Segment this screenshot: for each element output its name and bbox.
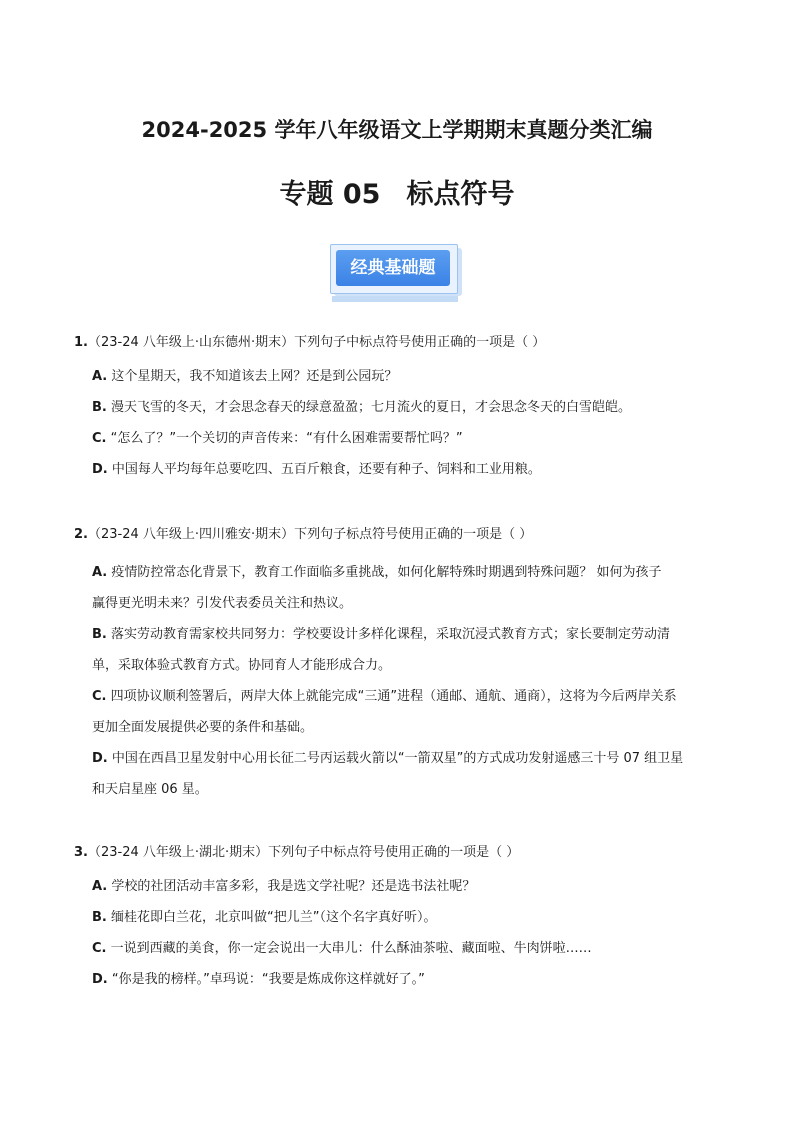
option-a: A. 这个星期天，我不知道该去上网？还是到公园玩？ bbox=[92, 369, 398, 384]
question-stem bbox=[74, 333, 734, 353]
question-source: （23-24 八年级上·四川雅安·期末） bbox=[87, 527, 295, 542]
topic-number: 专题 05 bbox=[279, 179, 381, 210]
option-text: 一说到西藏的美食，你一定会说出一大串儿：什么酥油茶啦、藏面啦、牛肉饼啦…… bbox=[110, 941, 592, 956]
option-text: 疫情防控常态化背景下，教育工作面临多重挑战，如何化解特殊时期遇到特殊问题？ 如何为孩子 bbox=[111, 565, 662, 580]
option-text: “你是我的榜样。”卓玛说：“我要是炼成你这样就好了。” bbox=[111, 972, 425, 987]
option-c: C. “怎么了？”一个关切的声音传来：“有什么困难需要帮忙吗？” bbox=[92, 431, 463, 446]
option-text: 中国在西昌卫星发射中心用长征二号丙运载火箭以“一箭双星”的方式成功发射遥感三十号 07 组卫星 bbox=[111, 751, 684, 766]
option-text-cont: 单，采取体验式教育方式。协同育人才能形成合力。 bbox=[92, 658, 392, 673]
option-text: 漫天飞雪的冬天，才会思念春天的绿意盈盈；七月流火的夏日，才会思念冬天的白雪皑皑。 bbox=[111, 400, 632, 415]
option-text-cont: 和天启星座 06 星。 bbox=[92, 782, 208, 797]
option-text: “怎么了？”一个关切的声音传来：“有什么困难需要帮忙吗？” bbox=[110, 431, 463, 446]
option-a: A. 疫情防控常态化背景下，教育工作面临多重挑战，如何化解特殊时期遇到特殊问题？ 如何为孩子 赢得更光明未来？引发代表委员关注和热议。 bbox=[92, 565, 662, 611]
option-b: B. 漫天飞雪的冬天，才会思念春天的绿意盈盈；七月流火的夏日，才会思念冬天的白雪皑皑。 bbox=[92, 400, 632, 415]
question-text: 下列句子标点符号使用正确的一项是（ ） bbox=[294, 527, 533, 542]
option-b: B. 缅桂花即白兰花，北京叫做“把儿兰”（这个名字真好听）。 bbox=[92, 910, 437, 925]
option-b: B. 落实劳动教育需家校共同努力：学校要设计多样化课程，采取沉浸式教育方式；家长要制定劳动清 单，采取体验式教育方式。协同育人才能形成合力。 bbox=[92, 627, 671, 673]
option-c: C. 一说到西藏的美食，你一定会说出一大串儿：什么酥油茶啦、藏面啦、牛肉饼啦…… bbox=[92, 941, 592, 956]
question-source: （23-24 八年级上·湖北·期末） bbox=[87, 845, 269, 860]
option-d: D. “你是我的榜样。”卓玛说：“我要是炼成你这样就好了。” bbox=[92, 972, 425, 987]
option-c: C. 四项协议顺利签署后，两岸大体上就能完成“三通”进程（通邮、通航、通商），这将为今后两岸关系 更加全面发展提供必要的条件和基础。 bbox=[92, 689, 677, 735]
option-text: 落实劳动教育需家校共同努力：学校要设计多样化课程，采取沉浸式教育方式；家长要制定劳动清 bbox=[111, 627, 671, 642]
question-number: 1. bbox=[74, 335, 88, 350]
question-text: 下列句子中标点符号使用正确的一项是（ ） bbox=[268, 845, 520, 860]
question-number: 3. bbox=[74, 845, 88, 860]
section-badge-label: 经典基础题 bbox=[336, 250, 450, 286]
question-1 bbox=[74, 333, 734, 485]
option-text: 中国每人平均每年总要吃四、五百斤粮食，还要有种子、饲料和工业用粮。 bbox=[111, 462, 541, 477]
topic-name: 标点符号 bbox=[406, 179, 515, 210]
option-d: D. 中国在西昌卫星发射中心用长征二号丙运载火箭以“一箭双星”的方式成功发射遥感三十号 07 组卫星 和天启星座 06 星。 bbox=[92, 751, 684, 797]
question-2 bbox=[74, 525, 734, 805]
option-d: D. 中国每人平均每年总要吃四、五百斤粮食，还要有种子、饲料和工业用粮。 bbox=[92, 462, 541, 477]
question-3 bbox=[74, 843, 734, 995]
question-stem bbox=[74, 525, 734, 545]
option-text: 学校的社团活动丰富多彩，我是选文学社呢？还是选书法社呢？ bbox=[111, 879, 476, 894]
question-text: 下列句子中标点符号使用正确的一项是（ ） bbox=[294, 335, 546, 350]
section-badge bbox=[326, 240, 464, 312]
option-text: 缅桂花即白兰花，北京叫做“把儿兰”（这个名字真好听）。 bbox=[111, 910, 437, 925]
question-source: （23-24 八年级上·山东德州·期末） bbox=[87, 335, 295, 350]
option-text: 四项协议顺利签署后，两岸大体上就能完成“三通”进程（通邮、通航、通商），这将为今后两岸关系 bbox=[110, 689, 677, 704]
document-title: 2024-2025 学年八年级语文上学期期末真题分类汇编 bbox=[141, 118, 653, 142]
option-text-cont: 更加全面发展提供必要的条件和基础。 bbox=[92, 720, 314, 735]
option-text-cont: 赢得更光明未来？引发代表委员关注和热议。 bbox=[92, 596, 353, 611]
badge-tail bbox=[332, 296, 458, 302]
question-number: 2. bbox=[74, 527, 88, 542]
topic-title bbox=[0, 172, 794, 211]
question-stem bbox=[74, 843, 734, 863]
option-text: 这个星期天，我不知道该去上网？还是到公园玩？ bbox=[111, 369, 398, 384]
option-a: A. 学校的社团活动丰富多彩，我是选文学社呢？还是选书法社呢？ bbox=[92, 879, 476, 894]
